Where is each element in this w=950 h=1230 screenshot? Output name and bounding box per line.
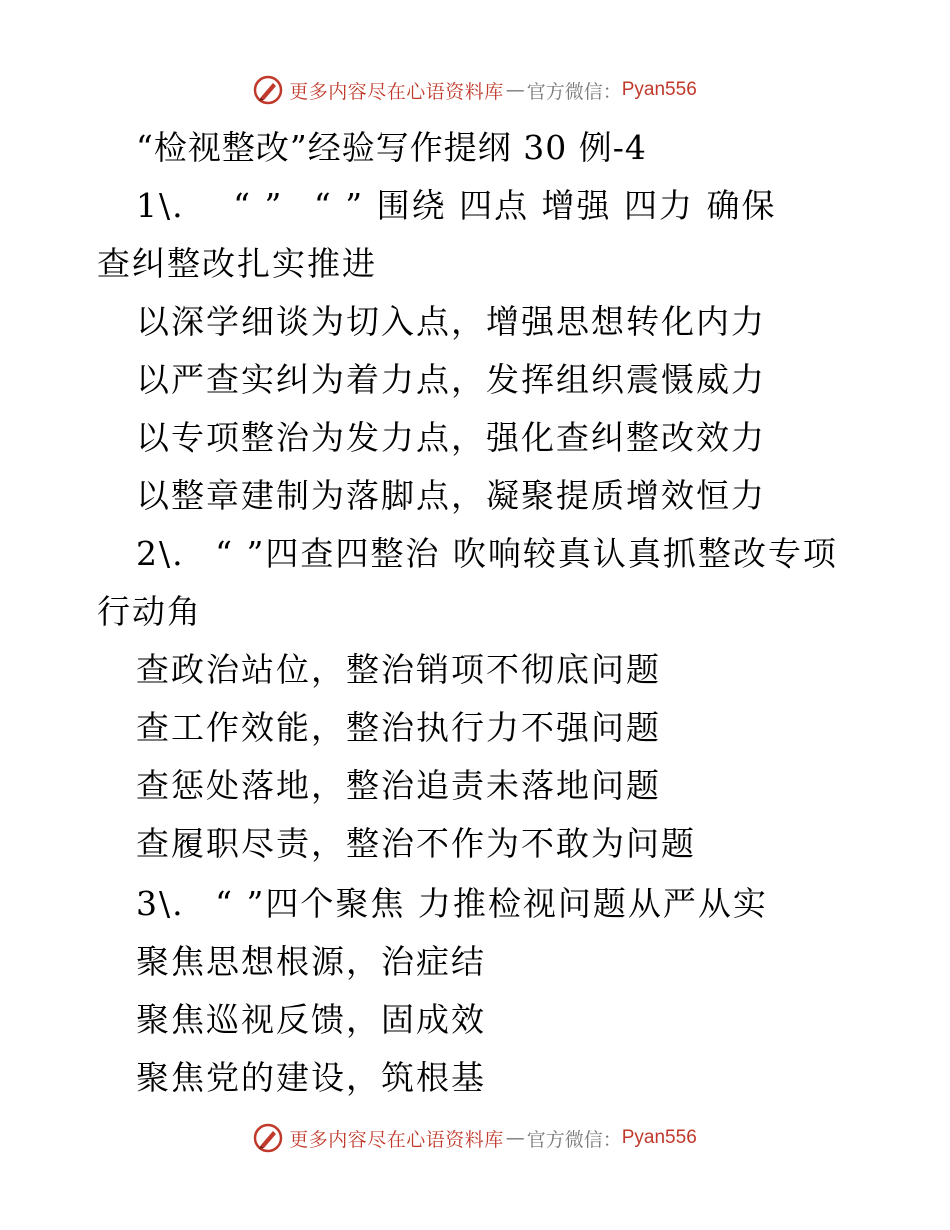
section-3-heading-text: 四个聚焦 力推检视问题从严从实: [265, 884, 768, 923]
section-1-item: 以严查实纠为着力点，发挥组织震慑威力: [136, 360, 766, 399]
section-3-heading: [136, 884, 896, 924]
banner-text: 更多内容尽在心语资料库: [289, 80, 504, 103]
section-2-item: 查工作效能，整治执行力不强问题: [136, 708, 661, 747]
section-2-item: 查履职尽责，整治不作为不敢为问题: [136, 824, 696, 863]
banner-dash: —: [505, 79, 525, 101]
banner-wx-id: Pyan556: [621, 79, 697, 100]
section-1-item: 以整章建制为落脚点，凝聚提质增效恒力: [136, 476, 766, 515]
section-2-item: 查惩处落地，整治追责未落地问题: [136, 766, 661, 805]
section-2-heading-text: 四查四整治 吹响较真认真抓整改专项: [265, 534, 838, 573]
section-3-item: 聚焦巡视反馈，固成效: [136, 1000, 486, 1039]
section-3-item: 聚焦党的建设，筑根基: [136, 1058, 486, 1097]
header-banner: [0, 70, 950, 110]
pen-logo-icon: [253, 75, 283, 105]
section-1-item: 以深学细谈为切入点，增强思想转化内力: [136, 302, 766, 341]
banner-wx-id: Pyan556: [621, 1127, 697, 1148]
section-3-number: 3\.: [136, 884, 185, 923]
section-2-quote: “ ”: [215, 534, 266, 573]
section-2-item: 查政治站位，整治销项不彻底问题: [136, 650, 661, 689]
banner-dash: —: [505, 1127, 525, 1149]
banner-wx-label: 官方微信：: [526, 1128, 622, 1151]
section-1-number: 1\.: [136, 186, 185, 225]
banner-wx-label: 官方微信：: [526, 80, 622, 103]
section-1-heading-cont: 查纠整改扎实推进: [97, 244, 377, 283]
section-3-quote: “ ”: [215, 884, 266, 923]
document-title: “检视整改”经验写作提纲 30 例-4: [136, 128, 647, 167]
section-2-heading: [136, 534, 896, 574]
section-1-quote-1: “ ”: [233, 186, 284, 225]
section-1-item: 以专项整治为发力点，强化查纠整改效力: [136, 418, 766, 457]
pen-logo-icon: [253, 1123, 283, 1153]
banner-text: 更多内容尽在心语资料库: [289, 1128, 504, 1151]
section-2-heading-cont: 行动角: [97, 592, 202, 631]
section-1-heading-text: 围绕 四点 增强 四力 确保: [376, 186, 777, 225]
section-2-number: 2\.: [136, 534, 185, 573]
section-1-heading: [136, 186, 896, 226]
section-3-item: 聚焦思想根源，治症结: [136, 942, 486, 981]
footer-banner: [0, 1118, 950, 1158]
section-1-quote-2: “ ”: [313, 186, 365, 225]
